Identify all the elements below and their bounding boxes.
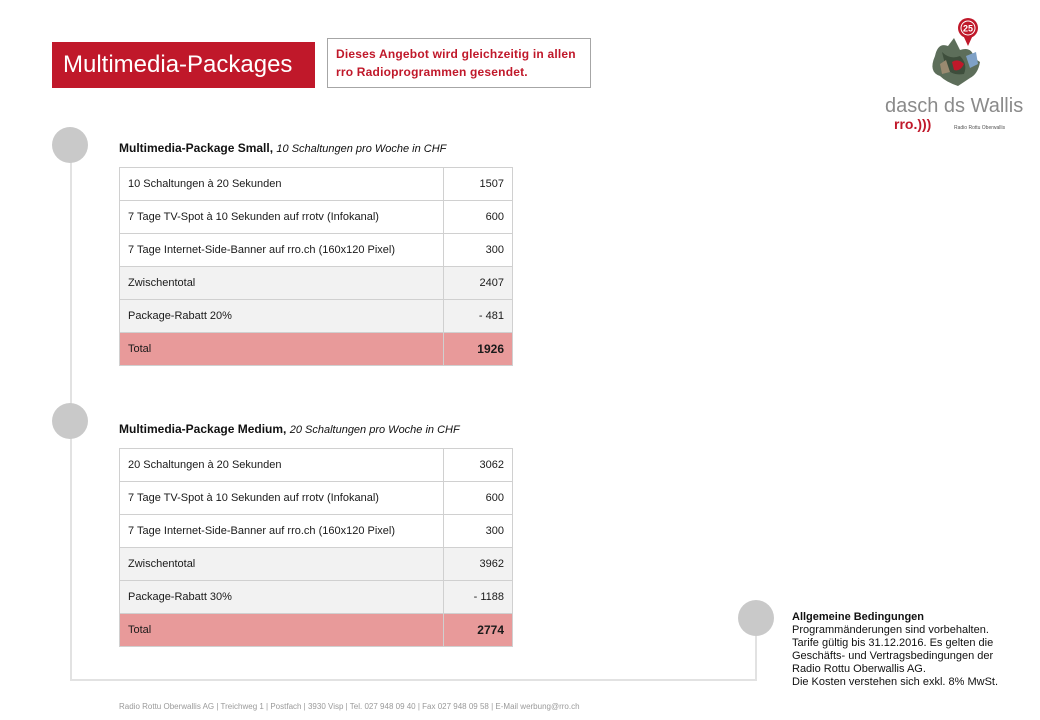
row-value: - 481 xyxy=(444,300,513,333)
conditions-line: Geschäfts- und Vertragsbedingungen der xyxy=(792,650,994,662)
row-value: 600 xyxy=(444,201,513,234)
discount-row xyxy=(120,300,513,333)
timeline-connector xyxy=(755,636,757,681)
footer-contact: Radio Rottu Oberwallis AG | Treichweg 1 | Postfach | 3930 Visp | Tel. 027 948 09 40 | Fax 027 948 09 58 | E-Mail werbung@rro.ch xyxy=(119,702,580,711)
row-label: Total xyxy=(120,614,444,647)
row-label: 20 Schaltungen à 20 Sekunden xyxy=(120,449,444,482)
package-medium-table xyxy=(119,448,513,647)
table-row xyxy=(120,201,513,234)
table-row xyxy=(120,234,513,267)
logo-wordmark: dasch ds Wallis xyxy=(885,95,1024,117)
total-row xyxy=(120,333,513,366)
row-value: 1507 xyxy=(444,168,513,201)
logo-brand: rro.))) xyxy=(894,116,932,132)
row-label: 10 Schaltungen à 20 Sekunden xyxy=(120,168,444,201)
conditions-line: Radio Rottu Oberwallis AG. xyxy=(792,663,926,675)
badge-25 xyxy=(958,18,978,46)
total-row xyxy=(120,614,513,647)
package-small-name: Multimedia-Package Small, xyxy=(119,141,274,155)
row-label: Zwischentotal xyxy=(120,548,444,581)
conditions-line: Die Kosten verstehen sich exkl. 8% MwSt. xyxy=(792,676,999,688)
row-label: 7 Tage TV-Spot à 10 Sekunden auf rrotv (Infokanal) xyxy=(120,201,444,234)
row-label: Package-Rabatt 30% xyxy=(120,581,444,614)
broadcast-notice: Dieses Angebot wird gleichzeitig in allen rro Radioprogrammen gesendet. xyxy=(327,38,591,88)
rro-logo xyxy=(880,16,1030,134)
package-medium-name: Multimedia-Package Medium, xyxy=(119,422,287,436)
table-row xyxy=(120,449,513,482)
row-label: 7 Tage Internet-Side-Banner auf rro.ch (160x120 Pixel) xyxy=(120,515,444,548)
badge-number: 25 xyxy=(962,23,974,34)
conditions-line: Tarife gültig bis 31.12.2016. Es gelten die xyxy=(792,637,994,649)
package-medium-heading xyxy=(119,422,460,436)
row-value: 300 xyxy=(444,234,513,267)
row-value: 300 xyxy=(444,515,513,548)
timeline-dot-medium xyxy=(52,403,88,439)
package-medium-desc: 20 Schaltungen pro Woche in CHF xyxy=(289,424,460,436)
package-small-table xyxy=(119,167,513,366)
row-label: 7 Tage TV-Spot à 10 Sekunden auf rrotv (Infokanal) xyxy=(120,482,444,515)
row-label: Package-Rabatt 20% xyxy=(120,300,444,333)
table-row xyxy=(120,515,513,548)
row-label: Total xyxy=(120,333,444,366)
row-value: 3062 xyxy=(444,449,513,482)
conditions-line: Programmänderungen sind vorbehalten. xyxy=(792,624,989,636)
row-value: 3962 xyxy=(444,548,513,581)
subtotal-row xyxy=(120,267,513,300)
discount-row xyxy=(120,581,513,614)
package-small-heading xyxy=(119,141,446,155)
timeline-dot-conditions xyxy=(738,600,774,636)
row-label: Zwischentotal xyxy=(120,267,444,300)
logo-brand-sub: Radio Rottu Oberwallis xyxy=(954,125,1006,131)
table-row xyxy=(120,482,513,515)
general-conditions xyxy=(792,611,1032,689)
row-value: 1926 xyxy=(444,333,513,366)
subtotal-row xyxy=(120,548,513,581)
row-label: 7 Tage Internet-Side-Banner auf rro.ch (160x120 Pixel) xyxy=(120,234,444,267)
row-value: - 1188 xyxy=(444,581,513,614)
timeline-dot-small xyxy=(52,127,88,163)
logo-emblem xyxy=(932,38,980,86)
row-value: 600 xyxy=(444,482,513,515)
package-small-desc: 10 Schaltungen pro Woche in CHF xyxy=(276,143,447,155)
page-title: Multimedia-Packages xyxy=(52,42,315,88)
row-value: 2407 xyxy=(444,267,513,300)
row-value: 2774 xyxy=(444,614,513,647)
conditions-title: Allgemeine Bedingungen xyxy=(792,611,925,623)
table-row xyxy=(120,168,513,201)
